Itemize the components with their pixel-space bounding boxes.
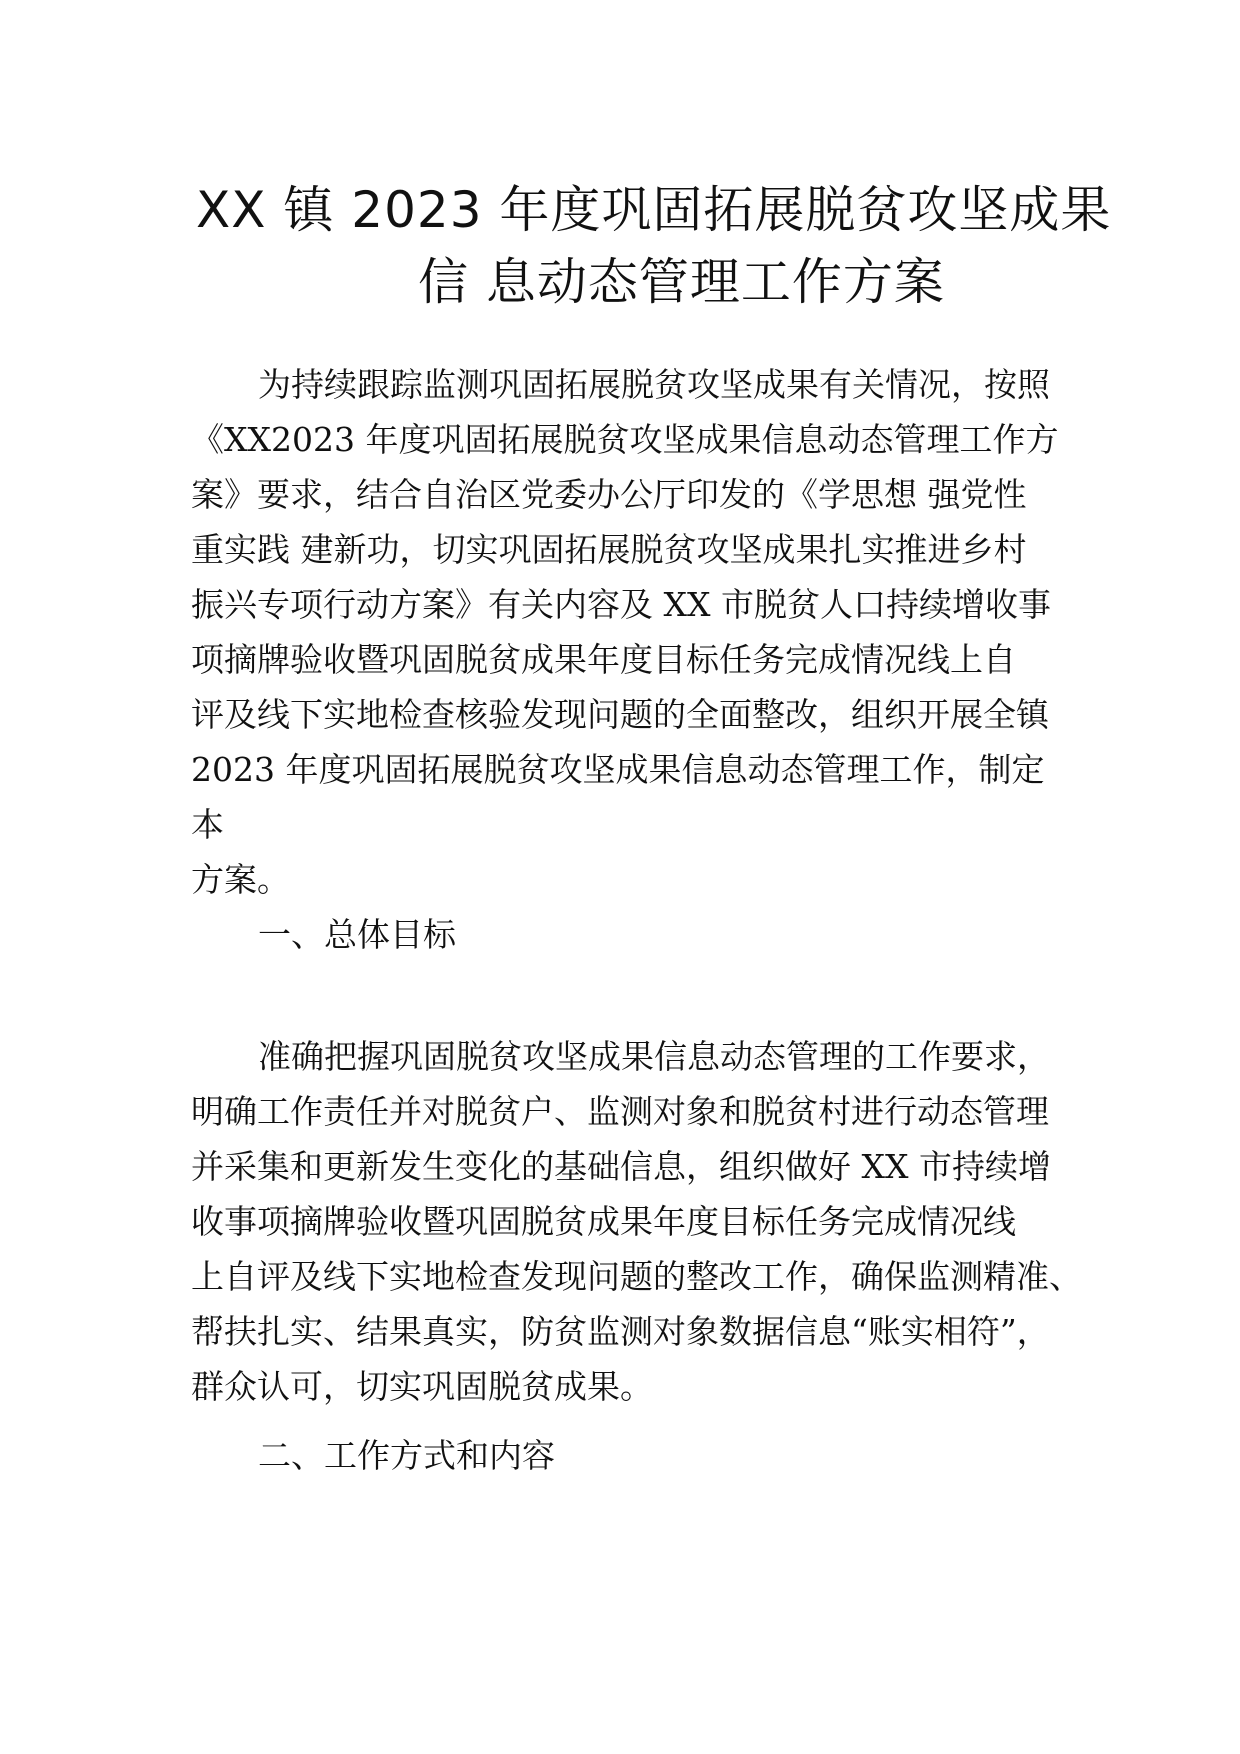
section1-line: 准确把握巩固脱贫攻坚成果信息动态管理的工作要求， [258, 1037, 1050, 1076]
intro-line: 方案。 [191, 860, 290, 899]
intro-line: 项摘牌验收暨巩固脱贫成果年度目标任务完成情况线上自 [191, 640, 1016, 679]
section-heading-2: 二、工作方式和内容 [258, 1436, 555, 1475]
intro-line: 为持续跟踪监测巩固拓展脱贫攻坚成果有关情况，按照 [258, 365, 1050, 404]
document-title-line-1: XX 镇 2023 年度巩固拓展脱贫攻坚成果 [196, 181, 1112, 239]
intro-line: 《XX2023 年度巩固拓展脱贫攻坚成果信息动态管理工作方 [191, 420, 1059, 459]
intro-line: 振兴专项行动方案》有关内容及 XX 市脱贫人口持续增收事 [191, 585, 1051, 624]
section1-line: 明确工作责任并对脱贫户、监测对象和脱贫村进行动态管理 [191, 1092, 1049, 1131]
intro-line: 重实践 建新功，切实巩固拓展脱贫攻坚成果扎实推进乡村 [191, 530, 1027, 569]
intro-line: 2023 年度巩固拓展脱贫攻坚成果信息动态管理工作，制定 [191, 750, 1045, 789]
section1-line: 群众认可，切实巩固脱贫成果。 [191, 1367, 653, 1406]
section1-line: 上自评及线下实地检查发现问题的整改工作，确保监测精准、 [191, 1257, 1082, 1296]
intro-line: 案》要求，结合自治区党委办公厅印发的《学思想 强党性 [191, 475, 1027, 514]
document-title-line-2: 信 息动态管理工作方案 [418, 253, 945, 311]
section1-line: 并采集和更新发生变化的基础信息，组织做好 XX 市持续增 [191, 1147, 1051, 1186]
section1-line: 收事项摘牌验收暨巩固脱贫成果年度目标任务完成情况线 [191, 1202, 1016, 1241]
section-heading-1: 一、总体目标 [258, 915, 456, 954]
intro-line: 本 [191, 805, 224, 844]
intro-line: 评及线下实地检查核验发现问题的全面整改，组织开展全镇 [191, 695, 1049, 734]
section1-line: 帮扶扎实、结果真实，防贫监测对象数据信息“账实相符”， [191, 1312, 1050, 1351]
